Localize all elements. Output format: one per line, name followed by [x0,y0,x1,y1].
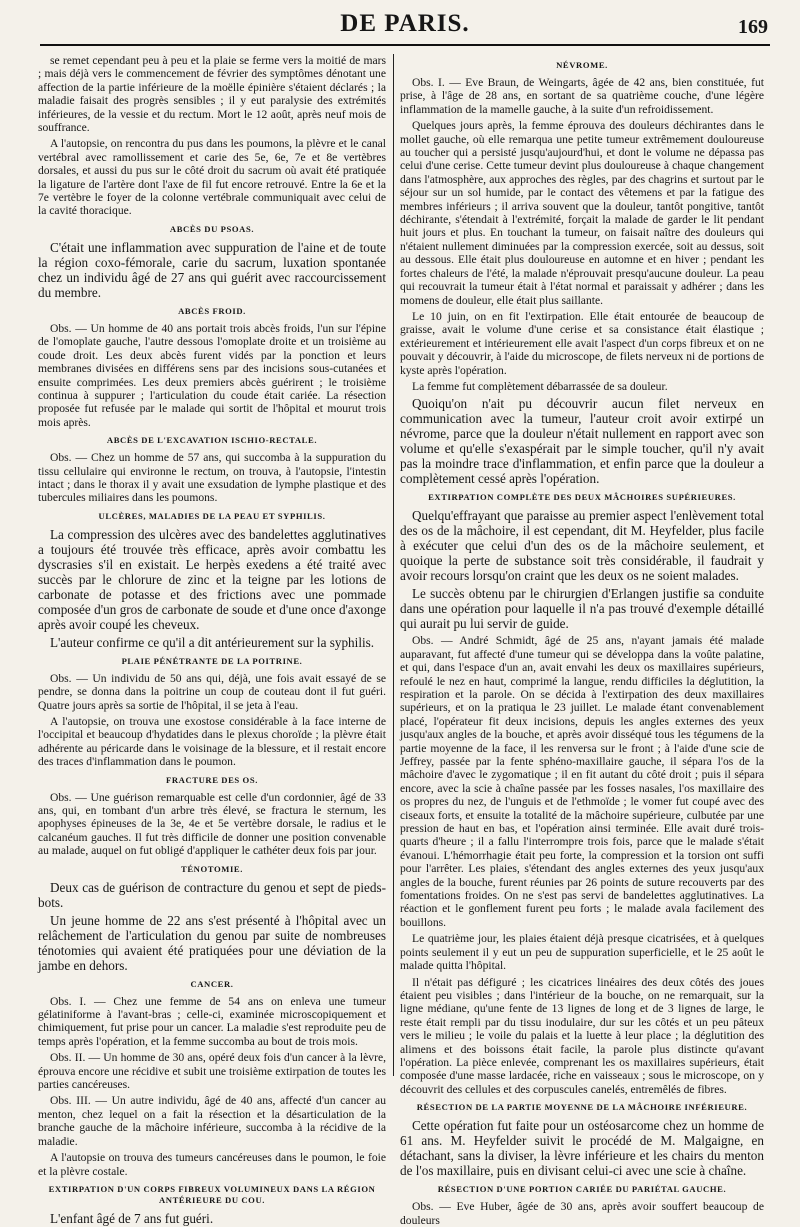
paragraph: Deux cas de guérison de contracture du genou et sept de pieds-bots. [38,879,386,910]
right-column [400,54,764,1227]
section-heading: CANCER. [190,978,234,989]
paragraph: Obs. — André Schmidt, âgé de 25 ans, n'ayant jamais été malade auparavant, fut affecté d'une tumeur qui se développa dans la voûte palatine, et qui, dans l'espace d'un an, avait envahi les deux os maxillaires supérieurs, refoulé le nez en haut, comprimé la langue, rendu difficiles la déglutition, la respiration et la parole. On se décida à l'extirpation des deux maxillaires supérieurs, et on la pratiqua le 23 juillet. Le malade étant convenablement placé, l'opérateur fit deux incisions, depuis les angles externes des yeux jusqu'aux angles de la bouche, et après avoir disséqué tous les tégumens de la partie moyenne de la face, il les renversa sur le front ; à l'aide d'une scie de Jeffrey, passée par la fente sphéno-maxillaire gauche, il sépara l'os de la mâchoire d'avec le zygomatique ; il en fit autant du côté droit ; puis il sépara encore, avec la scie à chaîne passée par les fosses nasales, l'os maxillaire des os propres du nez, de l'unguis et de l'ethmoïde ; le vomer fut coupé avec des ciseaux forts, et ensuite la totalité de la mâchoire supérieure, culbutée par une pression de haut en bas, et l'opération ainsi terminée. Elle avait duré trois-quarts d'heure ; il a fallu l'interrompre trois fois, parce que le malade s'était évanoui. L'hémorrhagie était peu forte, la compression et la torsion ont suffi pour l'arrêter. Les plaies, s'étendant des angles externes des yeux jusqu'aux angles de la bouche, furent réunies par 26 points de suture recouverts par des fomentations froides. On ne s'est pas servi de bandelettes agglutinatives. La réaction et le gonflement furent peu forts ; le malade avala facilement des bouillons. [400,634,764,929]
paragraph: C'était une inflammation avec suppuration de l'aine et de toute la région coxo-fémorale, carie du sacrum, luxation spontanée chez un individu âgé de 27 ans qui guérit avec raccourcissement du membre. [38,239,386,300]
paragraph: Quoiqu'on n'ait pu découvrir aucun filet nerveux en communication avec la tumeur, l'auteur croit avoir extirpé un névrome, parce que la douleur n'était nullement en rapport avec son volume et qu'elle s'exaspérait par le simple toucher, qu'il n'y avait pas la moindre trace d'inflammation, et enfin parce que la douleur a complètement cessé après l'opération. [400,396,764,487]
paragraph: Obs. I. — Eve Braun, de Weingarts, âgée de 42 ans, bien constituée, fut prise, à l'âge de 28 ans, en sortant de sa quatrième couche, d'une légère inflammation de la mamelle gauche, à la suite d'un refroidissement. [400,76,764,116]
paragraph: se remet cependant peu à peu et la plaie se ferme vers la moitié de mars ; mais déjà vers le commencement de février des symptômes dénotant une affection de la partie inférieure de la moëlle épinière s'étaient déclarés ; la maladie faisait des progrès sensibles ; il y eut paralysie des extrémités inférieures, de la vessie et du rectum. Mort le 12 août, après neuf mois de souffrance. [38,54,386,135]
paragraph: Le 10 juin, on en fit l'extirpation. Elle était entourée de beaucoup de graisse, avait le volume d'une cerise et sa consistance était élastique ; extérieurement et intérieurement elle avait l'aspect d'un corps fibreux et on ne pouvait y découvrir, à l'aide du microscope, de filets nerveux ni de portions de kyste après l'opération. [400,309,764,377]
paragraph: Quelques jours après, la femme éprouva des douleurs déchirantes dans le mollet gauche, où elle remarqua une petite tumeur extrêmement douloureuse au toucher qui a persisté jusqu'aujourd'hui, et dont le volume ne dépassa pas celui d'une cerise. Cette tumeur devint plus douloureuse à chaque changement dans l'atmosphère, aux approches des règles, par des chagrins et surtout par le séjour sur un sol humide, par le contact des vêtemens et par la fatigue des membres inférieurs ; il arriva souvent que la douleur, tantôt pongitive, tantôt déchirante, s'étendait à l'extrémité, forçait la malade de garder le lit pendant huit jours et plus. En touchant la tumeur, on faisait naître des douleurs qui n'étaient nullement diminuées par la compression exercée, soit au dessus, soit au dessous. Elle était plus douloureuse en automne et en hiver ; pendant les fortes chaleurs de l'été, la malade n'éprouvait presqu'aucune douleur. La peau qui recouvrait la tumeur était à l'état normal et paraissait y adhérer ; dans les momens de douleur, elle était plus saillante. [400,119,764,307]
section-heading: RÉSECTION DE LA PARTIE MOYENNE DE LA MÂCHOIRE INFÉRIEURE. [416,1102,748,1113]
paragraph: A l'autopsie on trouva des tumeurs cancéreuses dans le poumon, le foie et la plèvre costale. [38,1151,386,1178]
section-heading: ABCÈS FROID. [178,305,246,316]
section-heading: TÉNOTOMIE. [181,863,243,874]
page-number: 169 [738,16,768,38]
left-column [38,54,386,1226]
paragraph: Obs. — Un individu de 50 ans qui, déjà, une fois avait essayé de se pendre, se donna dans la poitrine un coup de couteau dont il fut guéri. Quatre jours après sa sortie de l'hôpital, il se jeta à l'eau. [38,671,386,712]
paragraph: Obs. — Une guérison remarquable est celle d'un cordonnier, âgé de 33 ans, qui, en tombant d'un arbre très élevé, se fractura le sternum, les apophyses épineuses de la 3e, 4e et 5e vertèbre dorsale, le radius et le calcanéum gauches. Il fut très difficile de donner une position convenable au malade, auquel on fut obligé d'appliquer le cathéter deux fois par jour. [38,790,386,858]
paragraph: Un jeune homme de 22 ans s'est présenté à l'hôpital avec un relâchement de l'articulation du genou par suite de nombreuses ténotomies qui avaient été pratiquées pour une déviation de la jambe en dehors. [38,912,386,973]
paragraph: Le quatrième jour, les plaies étaient déjà presque cicatrisées, et à quelques points seulement il y eut un peu de suppuration superficielle, et le 25 août le malade quitta l'hôpital. [400,932,764,973]
paragraph: La compression des ulcères avec des bandelettes agglutinatives a toujours été trouvée très efficace, après avoir combattu les dyscrasies s'il en existait. Le herpès exedens a été traité avec succès par le chlorure de zinc et la teigne par les lotions de carbonate de potasse et des frictions avec une pommade composée d'un gros de carbonate de soude et d'une once d'axonge après avoir coupé les cheveux. [38,526,386,632]
masthead: DE PARIS. [340,10,470,37]
paragraph: L'enfant âgé de 7 ans fut guéri. [50,1210,214,1226]
section-heading: RÉSECTION D'UNE PORTION CARIÉE DU PARIÉTAL GAUCHE. [437,1184,727,1195]
paragraph: Obs. I. — Chez une femme de 54 ans on enleva une tumeur gélatiniforme à l'avant-bras ; celle-ci, examinée microscopiquement et chimiquement, fut prise pour un cancer. La maladie s'est reproduite peu de temps après l'opération, et la femme succomba au bout de trois mois. [38,994,386,1048]
paragraph: La femme fut complètement débarrassée de sa douleur. [412,379,668,393]
section-heading: NÉVROME. [556,60,608,70]
paragraph: Il n'était pas défiguré ; les cicatrices linéaires des deux côtés des joues étaient peu visibles ; dans l'intérieur de la bouche, on ne remarquait, sur la ligne médiane, qu'une fente de 13 lignes de long et de 3 lignes de large, le reste était rempli par du tissu inodulaire, dur sur les côtés et un peu pâteux vers le milieu ; le voile du palais et la luette à leur place ; la déglutition des alimens et des boissons était facile, la parole plus distincte qu'avant l'opération. La pièce enlevée, comprenant les os maxillaires supérieurs, était composée d'une masse lardacée, riche en vaisseaux ; sous le microscope, on y découvrit des cellules et des corpuscules canelés, entremêlés de fibres. [400,975,764,1096]
section-heading: FRACTURE DES OS. [166,774,258,785]
paragraph: Obs. III. — Un autre individu, âgé de 40 ans, affecté d'un cancer au menton, chez lequel on a fait la résection et la désarticulation de la branche gauche de la mâchoire inférieure, succomba à la récidive de la maladie. [38,1094,386,1148]
paragraph: Obs. — Eve Huber, âgée de 30 ans, après avoir souffert beaucoup de douleurs [400,1200,764,1227]
paragraph: Cette opération fut faite pour un ostéosarcome chez un homme de 61 ans. M. Heyfelder suivit le procédé de M. Malgaigne, en détachant, sans la diviser, la lèvre inférieure et les chairs du menton de l'os maxillaire, puis en divisant celui-ci avec une scie à chaîne. [400,1118,764,1179]
section-heading: PLAIE PÉNÉTRANTE DE LA POITRINE. [121,655,303,666]
page-header [40,8,770,46]
paragraph: A l'autopsie, on trouva une exostose considérable à la face interne de l'occipital et beaucoup d'hydatides dans le plexus choroïde ; la plèvre était adhérente au péricarde dans le voisinage de la blessure, et il restait encore des traces d'inflammation dans le poumon. [38,714,386,769]
paragraph: A l'autopsie, on rencontra du pus dans les poumons, la plèvre et le canal vertébral avec ramollissement et carie des 5e, 6e, 7e et 8e vertèbres dorsales, et aussi du pus sur le côté droit du sacrum où avait été pratiquée la ligature de l'artère dont l'axe de fil fut encore retrouvé. Entre la 6e et la 7e vertèbre le foyer de la colonne vertébrale communiquait avec celui de la cavité thoracique. [38,137,386,218]
column-divider [393,54,394,1076]
section-heading: EXTIRPATION D'UN CORPS FIBREUX VOLUMINEUX DANS LA RÉGION ANTÉRIEURE DU COU. [48,1183,376,1205]
section-heading: ULCÈRES, MALADIES DE LA PEAU ET SYPHILIS. [98,510,326,521]
section-heading: EXTIRPATION COMPLÈTE DES DEUX MÂCHOIRES SUPÉRIEURES. [428,492,736,503]
paragraph: L'auteur confirme ce qu'il a dit antérieurement sur la syphilis. [50,634,375,650]
section-heading: ABCÈS DE L'EXCAVATION ISCHIO-RECTALE. [106,435,318,446]
paragraph: Obs. — Un homme de 40 ans portait trois abcès froids, l'un sur l'épine de l'omoplate gauche, l'autre dessous l'omoplate droite et un troisième au coude droit. Les deux abcès furent vidés par la ponction et leurs membranes divisées en différens sens par des incisions sous-cutanées et ensuite comprimées. Les deux premiers abcès guérirent ; le troisième continua à suppurer ; l'articulation du coude était cariée. La résection proposée fut refusée par le malade qui sortit de l'hôpital et mourut trois mois après. [38,321,386,429]
paragraph: Obs. — Chez un homme de 57 ans, qui succomba à la suppuration du tissu cellulaire qui environne le rectum, on trouva, à l'autopsie, l'intestin intact ; dans le thorax il y avait une exsudation de lymphe plastique et des tubercules miliaires dans les poumons. [38,451,386,505]
paragraph: Quelqu'effrayant que paraisse au premier aspect l'enlèvement total des os de la mâchoire, il est cependant, dit M. Heyfelder, plus facile à exécuter que celui d'un des os de la mâchoire seulement, et quoique la perte de substance soit très considérable, il faudrait y avoir recours lorsqu'on craint que les deux os ne soient malades. [400,508,764,584]
paragraph: Le succès obtenu par le chirurgien d'Erlangen justifie sa conduite dans une opération pour laquelle il n'a pas trouvé d'exemple détaillé qui aurait pu lui servir de guide. [400,586,764,632]
section-heading: ABCÈS DU PSOAS. [169,223,255,234]
paragraph: Obs. II. — Un homme de 30 ans, opéré deux fois d'un cancer à la lèvre, éprouva encore une récidive et subit une troisième extirpation de toutes les parties cancéreuses. [38,1051,386,1092]
